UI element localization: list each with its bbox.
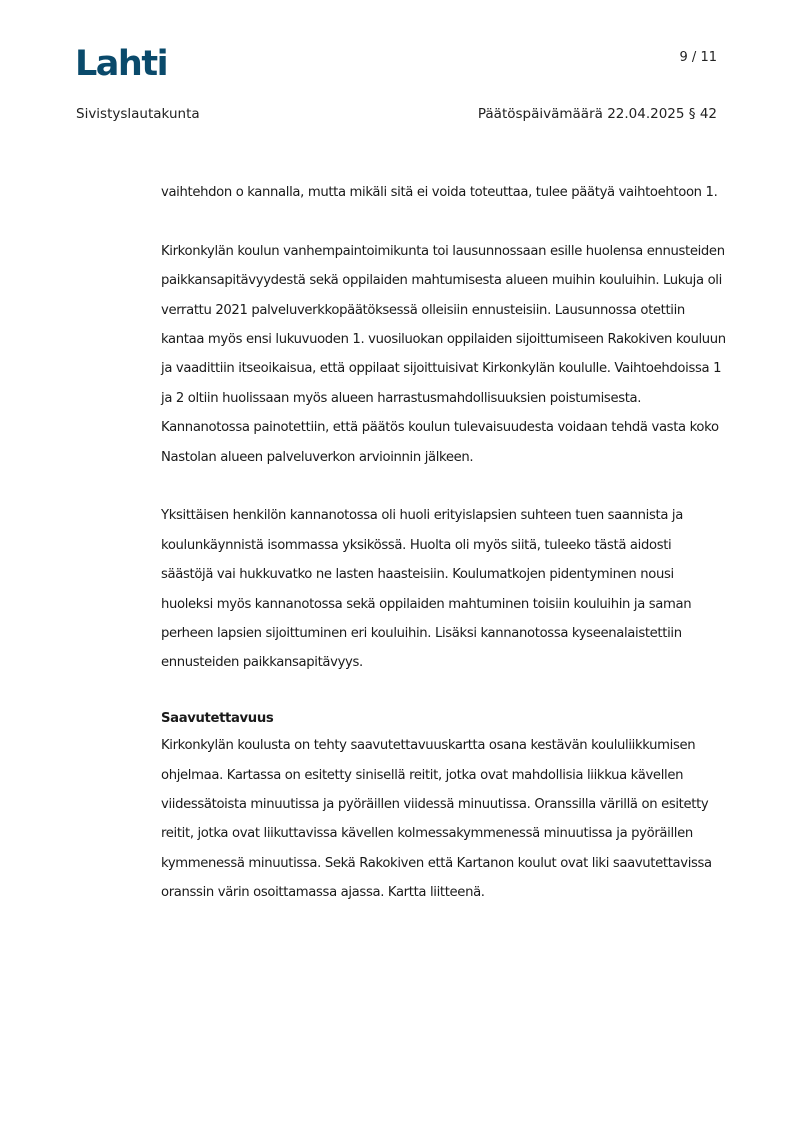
section-heading: Saavutettavuus <box>161 711 274 727</box>
page-number: 9 / 11 <box>679 50 717 65</box>
decision-date: Päätöspäivämäärä 22.04.2025 § 42 <box>477 106 717 122</box>
document-body <box>161 178 726 908</box>
paragraph-3: Yksittäisen henkilön kannanotossa oli huoli erityislapsien suhteen tuen saannista ja koulunkäynnistä isommassa yksikössä. Huolta oli myös siitä, tuleeko tästä aidosti säästöjä vai hukkuvatko ne lasten haasteisiin. Koulumatkojen pidentyminen nousi huoleksi myös kannanotossa sekä oppilaiden mahtuminen toisiin kouluihin ja saman perheen lapsien sijoittuminen eri kouluihin. Lisäksi kannanotossa kyseenalaistettiin ennusteiden paikkansapitävyys. <box>161 508 692 671</box>
section-body: Kirkonkylän koulusta on tehty saavutettavuuskartta osana kestävän koululiikkumisen ohjelmaa. Kartassa on esitetty sinisellä reitit, jotka ovat mahdollisia liikkua kävellen viidessätoista minuutissa ja pyöräillen viidessä minuutissa. Oranssilla värillä on esitetty reitit, jotka ovat liikuttavissa kävellen kolmessakymmenessä minuutissa ja pyöräillen kymmenessä minuutissa. Sekä Rakokiven että Kartanon koulut ovat liki saavutettavissa oranssin värin osoittamassa ajassa. Kartta liitteenä. <box>161 738 712 901</box>
paragraph-2: Kirkonkylän koulun vanhempaintoimikunta toi lausunnossaan esille huolensa ennusteiden paikkansapitävyydestä sekä oppilaiden mahtumisesta alueen muihin kouluihin. Lukuja oli verrattu 2021 palveluverkkopäätöksessä olleisiin ennusteisiin. Lausunnossa otettiin kantaa myös ensi lukuvuoden 1. vuosiluokan oppilaiden sijoittumiseen Rakokiven kouluun ja vaadittiin itseoikaisua, että oppilaat sijoittuisivat Kirkonkylän koululle. Vaihtoehdoissa 1 ja 2 oltiin huolissaan myös alueen harrastusmahdollisuuksien poistumisesta. Kannanotossa painotettiin, että päätös koulun tulevaisuudesta voidaan tehdä vasta koko Nastolan alueen palveluverkon arvioinnin jälkeen. <box>161 243 726 465</box>
organization-name: Sivistyslautakunta <box>76 106 200 122</box>
paragraph-1: vaihtehdon o kannalla, mutta mikäli sitä ei voida toteuttaa, tulee päätyä vaihtoehtoon 1. <box>161 185 718 200</box>
lahti-logo: Lahti <box>75 44 168 84</box>
